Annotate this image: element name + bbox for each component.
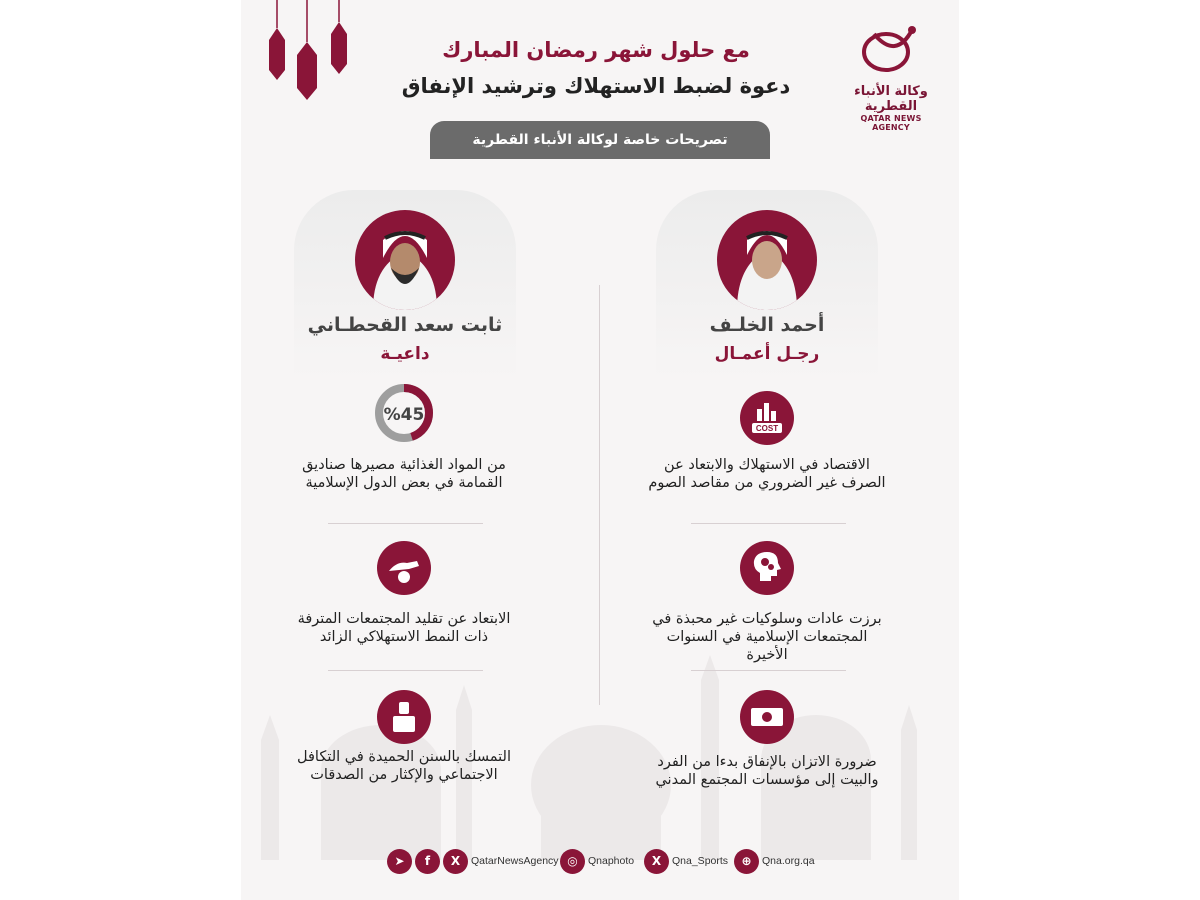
avatar [355,210,455,310]
lanterns-decoration [263,0,353,105]
item-separator [691,670,846,671]
head-gears-icon [740,541,794,595]
cost-chart-icon [740,391,794,445]
website-url: Qna.org.qa [762,855,815,867]
statement-text: الابتعاد عن تقليد المجتمعات المترفة ذات النمط الاستهلاكي الزائد [297,611,511,645]
sports-link[interactable] [644,847,728,875]
item-separator [328,523,483,524]
column-divider [599,285,600,705]
statements-banner: تصريحات خاصة لوكالة الأنباء القطرية [430,121,770,159]
instagram-handle: Qnaphoto [588,855,635,867]
x-icon: X [644,849,669,874]
cost-label: COST [755,424,779,433]
statement-text: برزت عادات وسلوكيات غير محبذة في المجتمعات الإسلامية في السنوات الأخيرة [652,611,882,663]
qna-logo-mark [856,20,926,78]
instagram-icon: ◎ [560,849,585,874]
statement-text: الاقتصاد في الاستهلاك والابتعاد عن الصرف غير الضروري من مقاصد الصوم [648,457,886,491]
statement-text: التمسك بالسنن الحميدة في التكافل الاجتماعي والإكثار من الصدقات [297,749,511,783]
agency-social-links [387,847,559,875]
hand-money-icon [377,541,431,595]
avatar [717,210,817,310]
person-card-right [656,190,878,380]
logo-name-english: QATAR NEWS AGENCY [860,114,922,132]
person-name: أحمد الخلـف [709,314,825,336]
person-photo-placeholder [717,210,817,310]
qna-logo [841,20,941,132]
social-footer [387,847,817,875]
instagram-link[interactable] [560,847,634,875]
facebook-icon[interactable]: f [415,849,440,874]
money-bill-icon [740,690,794,744]
person-card-left [294,190,516,380]
item-separator [328,670,483,671]
globe-icon: ⊕ [734,849,759,874]
percent-label: %45 [383,405,425,425]
infographic-poster [241,0,959,900]
x-icon[interactable]: X [443,849,468,874]
statement-text: من المواد الغذائية مصيرها صناديق القمامة في بعض الدول الإسلامية [302,457,506,491]
telegram-icon[interactable]: ➤ [387,849,412,874]
headline-line-2: دعوة لضبط الاستهلاك وترشيد الإنفاق [401,74,791,98]
person-name: ثابت سعد القحطـاني [307,314,503,336]
person-photo-placeholder [355,210,455,310]
donation-box-icon [377,690,431,744]
statement-text: ضرورة الاتزان بالإنفاق بدءا من الفرد والبيت إلى مؤسسات المجتمع المدني [655,754,879,788]
person-role: داعيـة [380,344,430,364]
agency-handle[interactable]: QatarNewsAgency [471,855,559,867]
logo-name-arabic: وكالة الأنباء القطرية [854,84,928,114]
website-link[interactable] [734,847,815,875]
item-separator [691,523,846,524]
headline-line-1: مع حلول شهر رمضان المبارك [442,38,750,62]
person-role: رجـل أعمـال [714,344,820,364]
percent-ring-icon [373,382,435,444]
sports-handle: Qna_Sports [672,855,729,867]
